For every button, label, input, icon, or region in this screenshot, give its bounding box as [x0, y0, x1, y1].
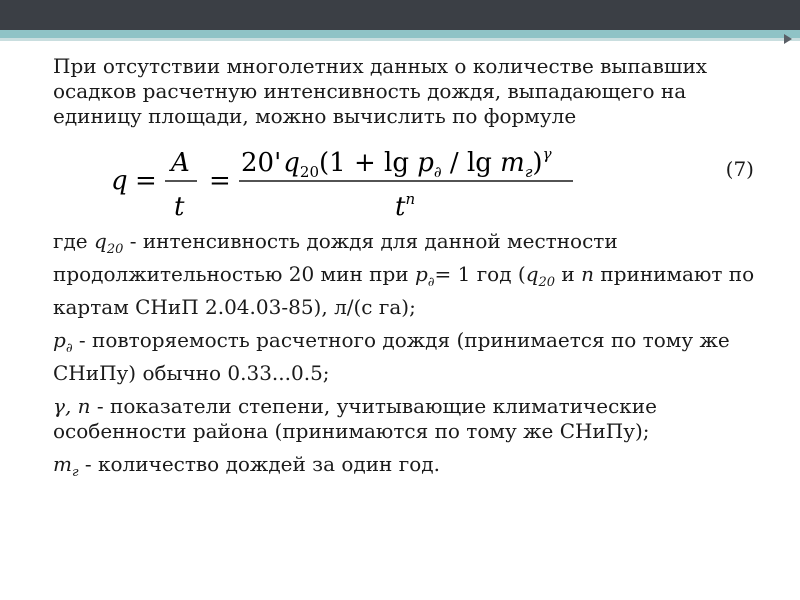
eq-denominator: $t^n$ — [395, 190, 416, 222]
header-bar — [0, 0, 800, 30]
eq-equals-2: = — [209, 166, 231, 196]
eq-frac1-numerator: A — [171, 148, 190, 178]
header-accent-stripe — [0, 30, 800, 38]
equation-number: (7) — [725, 157, 754, 181]
definition-m: $m_г$ - количество дождей за один год. — [53, 452, 440, 480]
formula-row — [53, 137, 758, 229]
rain-intensity-formula — [111, 137, 581, 227]
eq-equals-1: = — [135, 166, 157, 196]
eq-frac1-denominator: t — [174, 192, 185, 222]
eq-lhs-q: q — [111, 166, 128, 196]
definition-q20: где $q_{20}$ - интенсивность дождя для данной местности продолжительностью 20 мин при $p_\partial= 1$ год ($q_{20}$ и n принимают по картам СНиП 2.04.03-85), л/(с га); — [53, 229, 755, 319]
header-accent-line — [0, 38, 800, 41]
definition-gamma-n: γ, n - показатели степени, учитывающие климатические особенности района (принимаются по тому же СНиПу); — [53, 394, 657, 443]
intro-paragraph: При отсутствии многолетних данных о количестве выпавших осадков расчетную интенсивность дождя, выпадающего на единицу площади, можно вычислить по формуле — [53, 54, 708, 128]
definition-p: $p_\partial$ - повторяемость расчетного дождя (принимается по тому же СНиПу) обычно 0.33...0.5; — [53, 328, 730, 385]
header-notch-icon — [784, 34, 792, 44]
eq-numerator: $20'q_{20}(1 + \lg p_\partial / \lg m_г)^\gamma$ — [241, 145, 552, 181]
slide-body — [53, 54, 758, 485]
